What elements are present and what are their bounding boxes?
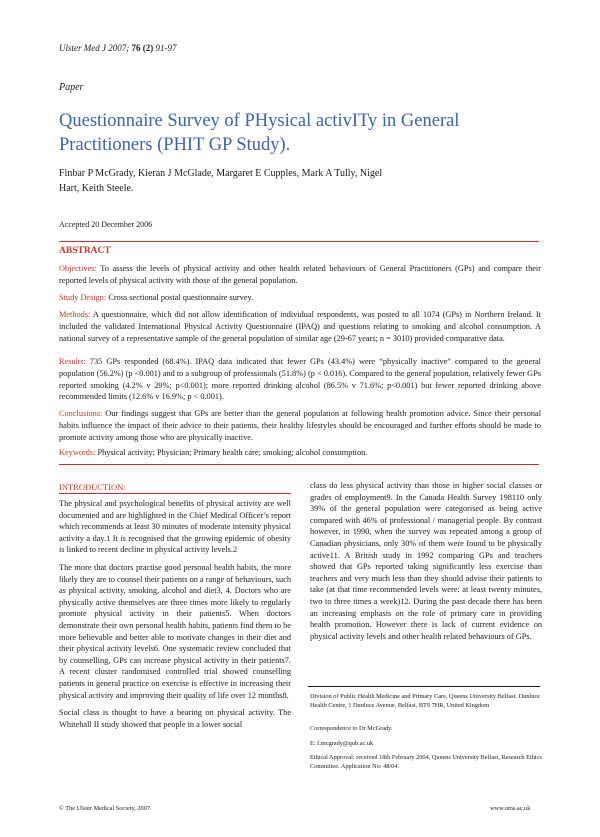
- correspondence-note: Correspondence to Dr McGrady.: [310, 725, 393, 732]
- abstract-heading: ABSTRACT: [59, 246, 111, 256]
- abstract-bottom-rule: [59, 464, 539, 465]
- abstract-objectives: [59, 263, 541, 287]
- accepted-date: Accepted 20 December 2006: [59, 220, 153, 229]
- abstract-top-rule: [59, 241, 539, 242]
- keywords-text: Physical activity; Physician; Primary health care; smoking; alcohol consumption.: [97, 448, 368, 457]
- left-column: [59, 498, 291, 736]
- conclusions-text: Our findings suggest that GPs are better than the general population at following health promotion advice. Since their personal habits influence the impact of their advice to their patients, their healthy lifestyles should be encouraged and further efforts should be made to promote activity among those who are physically inactive.: [59, 409, 541, 442]
- intro-paragraph-1: The physical and psychological benefits of physical activity are well documented and are highlighted in the Chief Medical Officer’s report which recommends at least 30 minutes of moderate intensity physical activity a day.1 It is recognised that the growing epidemic of obesity is linked to recent decline in physical activity levels.2: [59, 499, 291, 555]
- journal-year: 2007;: [108, 43, 130, 53]
- email-note: E: f.mcgrady@qub.ac.uk: [310, 740, 374, 747]
- introduction-rule: [59, 493, 291, 494]
- ethics-note: Ethical Approval: received 18th February 2004, Queens University Belfast, Research Ethics Committee. Application No: 48/04.: [310, 754, 542, 770]
- copyright: © The Ulster Medical Society, 2007.: [59, 805, 152, 812]
- methods-text: A questionnaire, which did not allow identification of individual respondents, was posted to all 1074 (GPs) in Northern Ireland. It included the validated International Physical Activity Questionnaire (IPAQ) and questions relating to smoking and alcohol consumption. A national survey of a representative sample of the general population of similar age (29-67 years; n = 3010) provided comparative data.: [59, 310, 541, 343]
- website-link[interactable]: www.ums.ac.uk: [490, 805, 531, 812]
- introduction-heading: INTRODUCTION:: [59, 482, 126, 492]
- results-label: Results:: [59, 357, 86, 366]
- article-title: Questionnaire Survey of PHysical activITy in General Practitioners (PHIT GP Study).: [59, 111, 460, 155]
- keywords-label: Keywords:: [59, 448, 96, 457]
- journal-pages: 91-97: [155, 43, 177, 53]
- objectives-label: Objectives:: [59, 264, 97, 273]
- journal-name: Ulster Med J: [59, 43, 106, 53]
- journal-volume: 76 (2): [131, 43, 154, 53]
- intro-paragraph-4: class do less physical activity than those in higher social classes or grades of employment9. In the Canada Health Survey 198110 only 39% of the general population were categorised as being active compared with 46% of professional / managerial people. By contrast however, in 1990, when the survey was repeated among a group of Canadian physicians, only 30% of them were found to be physically active11. A British study in 1992 comparing GPs and teachers showed that GPs reported taking significantly less exercise than teachers and very much less than they should advise their patients to take (at that time recommended levels were: at least twenty minutes, two to three times a week)12. During the past decade there has been an increasing emphasis on the role of primary care in providing health promotion. However there is lack of current evidence on physical activity levels and other health related behaviours of GPs.: [310, 481, 542, 641]
- conclusions-label: Conclusions:: [59, 409, 103, 418]
- journal-citation: [59, 43, 177, 53]
- design-label: Study Design:: [59, 293, 107, 302]
- methods-label: Methods:: [59, 310, 91, 319]
- author-list: Finbar P McGrady, Kieran J McGlade, Margaret E Cupples, Mark A Tully, Nigel Hart, Keith Steele.: [59, 168, 383, 194]
- abstract-keywords: [59, 447, 541, 459]
- footnote-rule: [308, 686, 540, 687]
- abstract-conclusions: [59, 408, 541, 443]
- results-text: 735 GPs responded (68.4%). IPAQ data indicated that fewer GPs (43.4%) were “physically inactive” compared to the general population (56.2%) (p <0.001) and to a subgroup of professionals (51.8%) (p < 0.016). Compared to the general population, relatively fewer GPs reported smoking (4.2% v 29%; p<0.001); more reported drinking alcohol (86.5% v 71.6%; p<0.001) but fewer reported drinking above recommended limits (12.6% v 16.9%; p < 0.001).: [59, 357, 541, 402]
- objectives-text: To assess the levels of physical activity and other health related behaviours of General Practitioners (GPs) and compare their reported levels of physical activity with those of the general population.: [59, 264, 541, 285]
- abstract-results: [59, 356, 541, 403]
- abstract-design: [59, 292, 541, 304]
- abstract-methods: [59, 309, 541, 344]
- right-column: [310, 480, 542, 648]
- intro-paragraph-2: The more that doctors practise good personal health habits, the more likely they are to counsel their patients on a range of behaviours, such as physical activity, smoking, alcohol and diet3, 4. Doctors who are physically active themselves are three times more likely to regularly promote physical activity in their patients5. When doctors demonstrate their own personal health habits, patients find them to be more believable and better able to motivate changes in their diet and their physical activity levels6. One systematic review concluded that by counselling, GPs can increase physical activity in their patients7. A recent cluster randomised controlled trial showed counselling patients in general practice on exercise is effective in increasing their physical activity and improving their quality of life over 12 months8.: [59, 562, 292, 700]
- section-label: Paper: [59, 82, 84, 93]
- affiliation-note: Division of Public Health Medicine and Primary Care, Queens University Belfast. Dunluce Health Centre, 1 Dunluce Avenue, Belfast, BT9 7HR, United Kingdom: [310, 693, 540, 709]
- design-text: Cross sectional postal questionnaire survey.: [108, 293, 254, 302]
- intro-paragraph-3: Social class is thought to have a bearing on physical activity. The Whitehall II study showed that people in a lower social: [59, 708, 291, 729]
